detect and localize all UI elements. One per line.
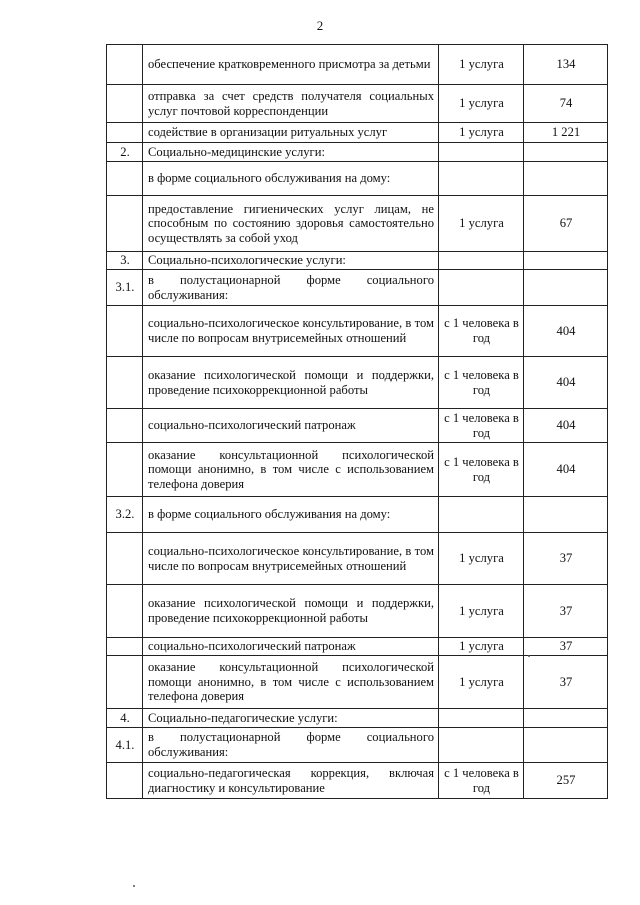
unit-of-measure: 1 услуга — [439, 585, 524, 638]
price — [524, 143, 608, 162]
unit-of-measure: 1 услуга — [439, 45, 524, 85]
price — [524, 270, 608, 306]
unit-of-measure: с 1 человека в год — [439, 763, 524, 799]
service-name: отправка за счет средств получателя социальных услуг почтовой корреспонденции — [143, 85, 439, 123]
table-row — [107, 252, 608, 270]
table-row — [107, 196, 608, 252]
unit-of-measure: 1 услуга — [439, 638, 524, 656]
price: 74 — [524, 85, 608, 123]
price: 67 — [524, 196, 608, 252]
table-row — [107, 656, 608, 709]
table-row — [107, 143, 608, 162]
subsection-heading: в форме социального обслуживания на дому: — [143, 162, 439, 196]
row-number — [107, 763, 143, 799]
table-row — [107, 409, 608, 443]
service-name: социально-психологическое консультирование, в том числе по вопросам внутрисемейных отношений — [143, 306, 439, 357]
service-name: оказание психологической помощи и поддержки, проведение психокоррекционной работы — [143, 357, 439, 409]
subsection-heading: в форме социального обслуживания на дому: — [143, 497, 439, 533]
row-number — [107, 656, 143, 709]
scan-speck — [528, 655, 530, 657]
row-number — [107, 533, 143, 585]
service-name: социально-психологический патронаж — [143, 409, 439, 443]
table-row — [107, 763, 608, 799]
service-name: обеспечение кратковременного присмотра за детьми — [143, 45, 439, 85]
service-name: социально-психологический патронаж — [143, 638, 439, 656]
table-row — [107, 306, 608, 357]
service-name: оказание психологической помощи и поддержки, проведение психокоррекционной работы — [143, 585, 439, 638]
row-number: 3.2. — [107, 497, 143, 533]
price — [524, 162, 608, 196]
row-number: 2. — [107, 143, 143, 162]
section-heading: Социально-медицинские услуги: — [143, 143, 439, 162]
price: 37 — [524, 533, 608, 585]
section-heading: Социально-педагогические услуги: — [143, 709, 439, 728]
unit-of-measure: 1 услуга — [439, 196, 524, 252]
service-name: социально-психологическое консультирование, в том числе по вопросам внутрисемейных отношений — [143, 533, 439, 585]
price: 404 — [524, 443, 608, 497]
row-number: 3. — [107, 252, 143, 270]
price: 404 — [524, 409, 608, 443]
price: 404 — [524, 357, 608, 409]
unit-of-measure: с 1 человека в год — [439, 357, 524, 409]
row-number: 4. — [107, 709, 143, 728]
price: 37 — [524, 638, 608, 656]
table-row — [107, 709, 608, 728]
section-heading: Социально-психологические услуги: — [143, 252, 439, 270]
unit-of-measure — [439, 252, 524, 270]
unit-of-measure — [439, 143, 524, 162]
row-number — [107, 443, 143, 497]
price: 257 — [524, 763, 608, 799]
row-number — [107, 409, 143, 443]
unit-of-measure — [439, 709, 524, 728]
row-number — [107, 85, 143, 123]
scan-speck — [133, 885, 135, 887]
table-row — [107, 728, 608, 763]
price: 404 — [524, 306, 608, 357]
price: 37 — [524, 585, 608, 638]
price — [524, 252, 608, 270]
table-row — [107, 497, 608, 533]
unit-of-measure: с 1 человека в год — [439, 443, 524, 497]
row-number — [107, 585, 143, 638]
row-number: 3.1. — [107, 270, 143, 306]
subsection-heading: в полустационарной форме социального обслуживания: — [143, 728, 439, 763]
service-name: социально-педагогическая коррекция, включая диагностику и консультирование — [143, 763, 439, 799]
unit-of-measure — [439, 497, 524, 533]
unit-of-measure: с 1 человека в год — [439, 306, 524, 357]
price — [524, 709, 608, 728]
row-number — [107, 196, 143, 252]
row-number — [107, 306, 143, 357]
tariff-table — [106, 44, 608, 799]
table-row — [107, 85, 608, 123]
table-row — [107, 638, 608, 656]
unit-of-measure: 1 услуга — [439, 533, 524, 585]
unit-of-measure: 1 услуга — [439, 656, 524, 709]
unit-of-measure — [439, 728, 524, 763]
price — [524, 728, 608, 763]
table-row — [107, 45, 608, 85]
table-row — [107, 123, 608, 143]
price: 134 — [524, 45, 608, 85]
unit-of-measure: 1 услуга — [439, 85, 524, 123]
row-number — [107, 357, 143, 409]
row-number — [107, 638, 143, 656]
unit-of-measure — [439, 162, 524, 196]
service-name: оказание консультационной психологической помощи анонимно, в том числе с использованием телефона доверия — [143, 656, 439, 709]
row-number: 4.1. — [107, 728, 143, 763]
table-row — [107, 443, 608, 497]
row-number — [107, 45, 143, 85]
price — [524, 497, 608, 533]
row-number — [107, 162, 143, 196]
price: 37 — [524, 656, 608, 709]
table-row — [107, 270, 608, 306]
unit-of-measure — [439, 270, 524, 306]
table-row — [107, 533, 608, 585]
table-row — [107, 357, 608, 409]
price: 1 221 — [524, 123, 608, 143]
table-row — [107, 585, 608, 638]
unit-of-measure: 1 услуга — [439, 123, 524, 143]
row-number — [107, 123, 143, 143]
unit-of-measure: с 1 человека в год — [439, 409, 524, 443]
table-row — [107, 162, 608, 196]
service-name: предоставление гигиенических услуг лицам, не способным по состоянию здоровья самостоятельно осуществлять за собой уход — [143, 196, 439, 252]
subsection-heading: в полустационарной форме социального обслуживания: — [143, 270, 439, 306]
service-name: оказание консультационной психологической помощи анонимно, в том числе с использованием телефона доверия — [143, 443, 439, 497]
service-name: содействие в организации ритуальных услуг — [143, 123, 439, 143]
page-number: 2 — [316, 18, 324, 33]
